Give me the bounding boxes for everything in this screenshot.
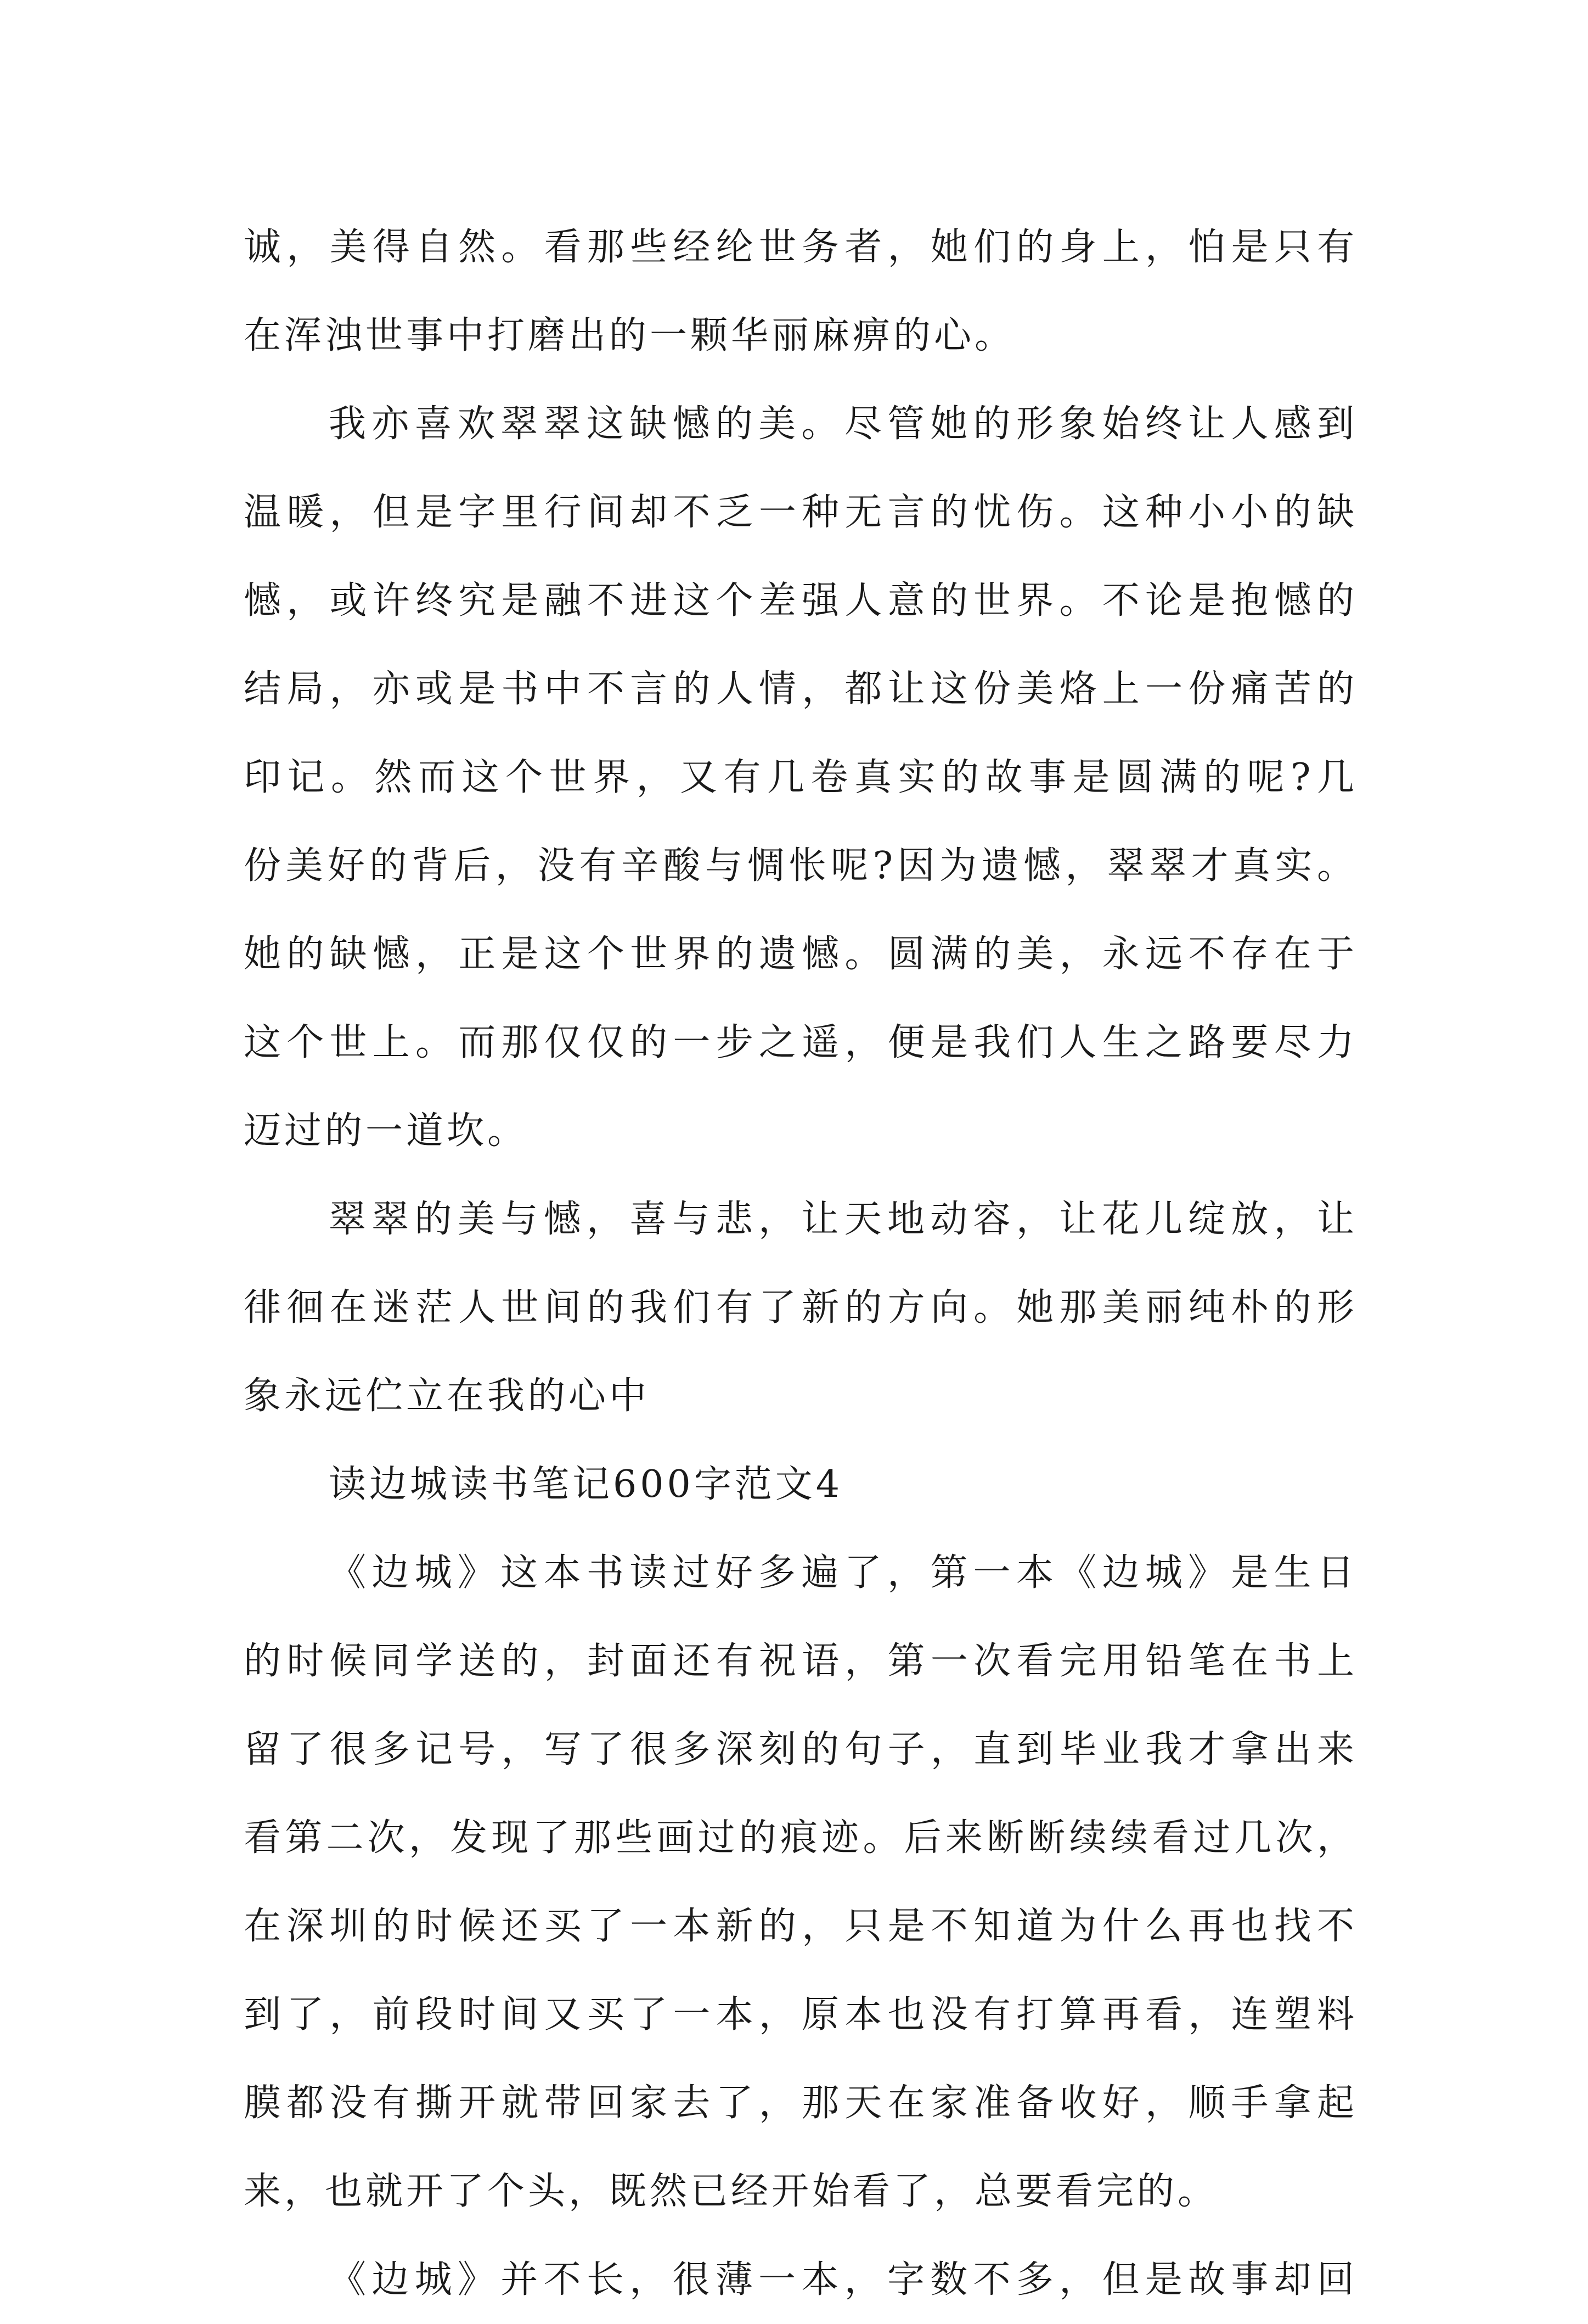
text-line: 我亦喜欢翠翠这缺憾的美。尽管她的形象始终让人感到 (329, 402, 1358, 446)
text-line: 温暖，但是字里行间却不乏一种无言的忧伤。这种小小的缺 (244, 491, 1358, 534)
text-line: 憾，或许终究是融不进这个差强人意的世界。不论是抱憾的 (244, 579, 1358, 622)
text-line: 留了很多记号，写了很多深刻的句子，直到毕业我才拿出来 (244, 1728, 1358, 1771)
text-line: 在浑浊世事中打磨出的一颗华丽麻痹的心。 (244, 314, 1016, 357)
text-line: 象永远伫立在我的心中 (244, 1374, 650, 1418)
document-body (244, 203, 1358, 2324)
text-line: 印记。然而这个世界，又有几卷真实的故事是圆满的呢?几 (244, 756, 1358, 799)
text-line: 迈过的一道坎。 (244, 1109, 528, 1153)
text-line: 份美好的背后，没有辛酸与惆怅呢?因为遗憾，翠翠才真实。 (244, 844, 1358, 888)
section-heading: 读边城读书笔记600字范文4 (329, 1463, 843, 1506)
text-line: 徘徊在迷茫人世间的我们有了新的方向。她那美丽纯朴的形 (244, 1286, 1358, 1329)
text-line: 翠翠的美与憾，喜与悲，让天地动容，让花儿绽放，让 (329, 1198, 1358, 1241)
text-line: 结局，亦或是书中不言的人情，都让这份美烙上一份痛苦的 (244, 667, 1358, 711)
text-line: 到了，前段时间又买了一本，原本也没有打算再看，连塑料 (244, 1993, 1358, 2036)
text-line: 看第二次，发现了那些画过的痕迹。后来断断续续看过几次， (244, 1816, 1358, 1860)
text-line: 这个世上。而那仅仅的一步之遥，便是我们人生之路要尽力 (244, 1021, 1358, 1064)
text-line: 诚，美得自然。看那些经纶世务者，她们的身上，怕是只有 (244, 226, 1358, 269)
text-line: 的时候同学送的，封面还有祝语，第一次看完用铅笔在书上 (244, 1640, 1358, 1683)
text-line: 在深圳的时候还买了一本新的，只是不知道为什么再也找不 (244, 1905, 1358, 1948)
text-line: 来，也就开了个头，既然已经开始看了，总要看完的。 (244, 2170, 1219, 2213)
text-line: 膜都没有撕开就带回家去了，那天在家准备收好，顺手拿起 (244, 2081, 1358, 2125)
text-line: 她的缺憾，正是这个世界的遗憾。圆满的美，永远不存在于 (244, 933, 1358, 976)
text-line: 《边城》这本书读过好多遍了，第一本《边城》是生日 (329, 1551, 1358, 1595)
text-line: 《边城》并不长，很薄一本，字数不多，但是故事却回 (329, 2258, 1358, 2301)
